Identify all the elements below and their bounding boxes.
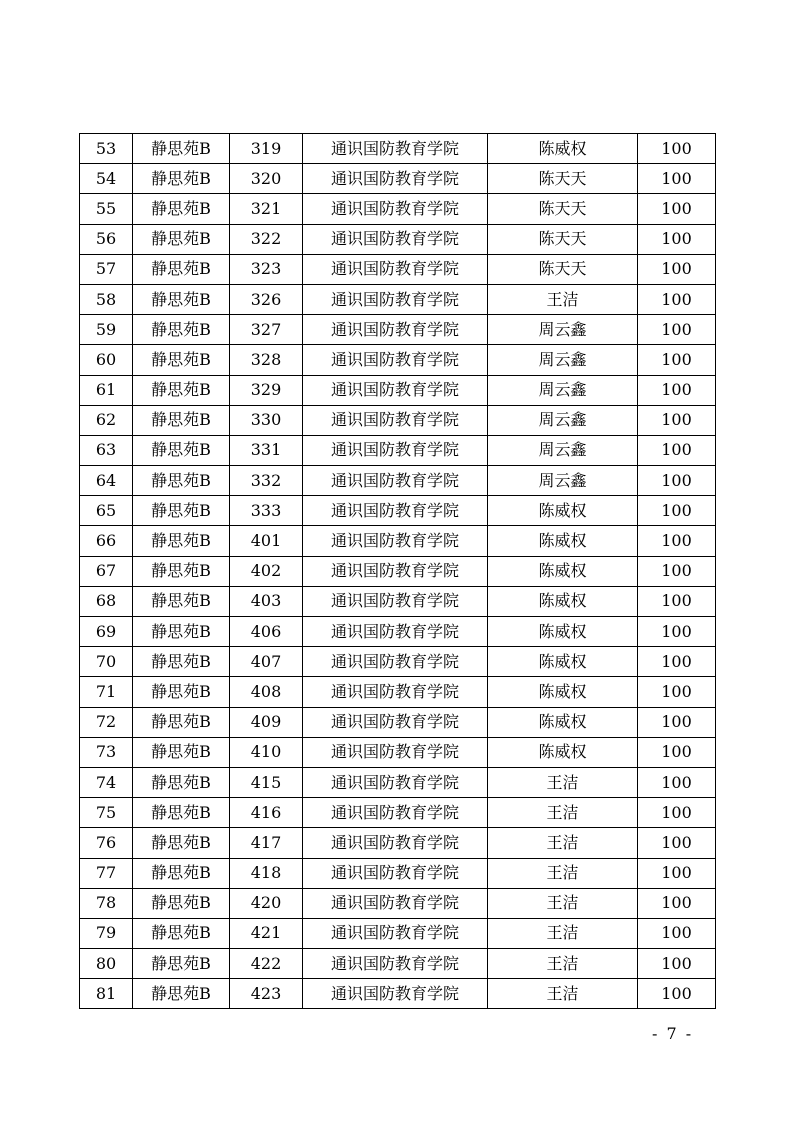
college-cell: 通识国防教育学院 [303,918,488,948]
row-index-cell: 53 [80,134,133,164]
row-index-cell: 64 [80,466,133,496]
responsible-person-cell: 陈天天 [488,254,638,284]
college-cell: 通识国防教育学院 [303,707,488,737]
row-index-cell: 70 [80,647,133,677]
score-cell: 100 [638,556,716,586]
row-index-cell: 65 [80,496,133,526]
score-cell: 100 [638,617,716,647]
row-index-cell: 66 [80,526,133,556]
score-cell: 100 [638,858,716,888]
building-cell: 静思苑B [133,556,230,586]
building-cell: 静思苑B [133,888,230,918]
score-cell: 100 [638,284,716,314]
score-cell: 100 [638,979,716,1009]
college-cell: 通识国防教育学院 [303,466,488,496]
room-number-cell: 415 [230,767,303,797]
score-cell: 100 [638,586,716,616]
table-row [80,888,716,918]
score-cell: 100 [638,949,716,979]
responsible-person-cell: 周云鑫 [488,315,638,345]
room-number-cell: 422 [230,949,303,979]
building-cell: 静思苑B [133,224,230,254]
responsible-person-cell: 王洁 [488,284,638,314]
room-number-cell: 416 [230,798,303,828]
score-cell: 100 [638,737,716,767]
table-row [80,345,716,375]
responsible-person-cell: 周云鑫 [488,345,638,375]
table-row [80,556,716,586]
row-index-cell: 67 [80,556,133,586]
table-row [80,194,716,224]
building-cell: 静思苑B [133,496,230,526]
responsible-person-cell: 陈威权 [488,134,638,164]
score-cell: 100 [638,767,716,797]
college-cell: 通识国防教育学院 [303,224,488,254]
college-cell: 通识国防教育学院 [303,556,488,586]
college-cell: 通识国防教育学院 [303,194,488,224]
room-number-cell: 408 [230,677,303,707]
row-index-cell: 72 [80,707,133,737]
room-number-cell: 320 [230,164,303,194]
room-number-cell: 409 [230,707,303,737]
responsible-person-cell: 王洁 [488,798,638,828]
college-cell: 通识国防教育学院 [303,435,488,465]
table-body [80,134,716,1009]
table-row [80,949,716,979]
building-cell: 静思苑B [133,858,230,888]
table-row [80,737,716,767]
building-cell: 静思苑B [133,737,230,767]
room-number-cell: 420 [230,888,303,918]
room-number-cell: 331 [230,435,303,465]
building-cell: 静思苑B [133,586,230,616]
table-row [80,767,716,797]
college-cell: 通识国防教育学院 [303,888,488,918]
table-row [80,828,716,858]
table-row [80,405,716,435]
table-row [80,647,716,677]
responsible-person-cell: 周云鑫 [488,405,638,435]
room-number-cell: 406 [230,617,303,647]
college-cell: 通识国防教育学院 [303,767,488,797]
room-number-cell: 327 [230,315,303,345]
row-index-cell: 61 [80,375,133,405]
responsible-person-cell: 周云鑫 [488,466,638,496]
row-index-cell: 60 [80,345,133,375]
table-row [80,435,716,465]
building-cell: 静思苑B [133,134,230,164]
college-cell: 通识国防教育学院 [303,315,488,345]
table-row [80,707,716,737]
table-row [80,617,716,647]
responsible-person-cell: 王洁 [488,979,638,1009]
score-cell: 100 [638,677,716,707]
college-cell: 通识国防教育学院 [303,345,488,375]
responsible-person-cell: 陈威权 [488,617,638,647]
building-cell: 静思苑B [133,405,230,435]
row-index-cell: 73 [80,737,133,767]
row-index-cell: 77 [80,858,133,888]
building-cell: 静思苑B [133,828,230,858]
row-index-cell: 79 [80,918,133,948]
table-row [80,466,716,496]
row-index-cell: 59 [80,315,133,345]
responsible-person-cell: 王洁 [488,918,638,948]
building-cell: 静思苑B [133,254,230,284]
row-index-cell: 63 [80,435,133,465]
room-number-cell: 322 [230,224,303,254]
building-cell: 静思苑B [133,767,230,797]
building-cell: 静思苑B [133,707,230,737]
score-cell: 100 [638,134,716,164]
score-cell: 100 [638,647,716,677]
responsible-person-cell: 陈天天 [488,164,638,194]
row-index-cell: 54 [80,164,133,194]
building-cell: 静思苑B [133,979,230,1009]
score-cell: 100 [638,888,716,918]
table-row [80,586,716,616]
responsible-person-cell: 陈威权 [488,707,638,737]
row-index-cell: 76 [80,828,133,858]
building-cell: 静思苑B [133,647,230,677]
score-cell: 100 [638,918,716,948]
table-row [80,798,716,828]
row-index-cell: 74 [80,767,133,797]
room-number-cell: 423 [230,979,303,1009]
responsible-person-cell: 王洁 [488,949,638,979]
room-number-cell: 407 [230,647,303,677]
room-number-cell: 403 [230,586,303,616]
score-cell: 100 [638,828,716,858]
row-index-cell: 68 [80,586,133,616]
row-index-cell: 81 [80,979,133,1009]
score-cell: 100 [638,315,716,345]
room-number-cell: 330 [230,405,303,435]
room-number-cell: 329 [230,375,303,405]
score-cell: 100 [638,707,716,737]
college-cell: 通识国防教育学院 [303,828,488,858]
table-row [80,858,716,888]
score-cell: 100 [638,496,716,526]
responsible-person-cell: 王洁 [488,767,638,797]
college-cell: 通识国防教育学院 [303,979,488,1009]
room-number-cell: 421 [230,918,303,948]
score-cell: 100 [638,164,716,194]
score-cell: 100 [638,798,716,828]
college-cell: 通识国防教育学院 [303,677,488,707]
responsible-person-cell: 王洁 [488,828,638,858]
responsible-person-cell: 陈威权 [488,737,638,767]
row-index-cell: 71 [80,677,133,707]
table-row [80,526,716,556]
score-cell: 100 [638,224,716,254]
score-cell: 100 [638,254,716,284]
room-number-cell: 418 [230,858,303,888]
building-cell: 静思苑B [133,526,230,556]
score-cell: 100 [638,194,716,224]
college-cell: 通识国防教育学院 [303,134,488,164]
responsible-person-cell: 周云鑫 [488,375,638,405]
college-cell: 通识国防教育学院 [303,526,488,556]
table-row [80,315,716,345]
responsible-person-cell: 陈威权 [488,647,638,677]
building-cell: 静思苑B [133,315,230,345]
building-cell: 静思苑B [133,617,230,647]
row-index-cell: 62 [80,405,133,435]
score-cell: 100 [638,526,716,556]
score-cell: 100 [638,435,716,465]
room-number-cell: 402 [230,556,303,586]
building-cell: 静思苑B [133,798,230,828]
table-row [80,918,716,948]
table-row [80,284,716,314]
room-number-cell: 417 [230,828,303,858]
room-number-cell: 319 [230,134,303,164]
table-row [80,224,716,254]
building-cell: 静思苑B [133,435,230,465]
room-number-cell: 323 [230,254,303,284]
room-number-cell: 410 [230,737,303,767]
responsible-person-cell: 陈威权 [488,526,638,556]
building-cell: 静思苑B [133,164,230,194]
building-cell: 静思苑B [133,375,230,405]
row-index-cell: 55 [80,194,133,224]
college-cell: 通识国防教育学院 [303,949,488,979]
college-cell: 通识国防教育学院 [303,164,488,194]
responsible-person-cell: 陈威权 [488,496,638,526]
responsible-person-cell: 陈威权 [488,586,638,616]
responsible-person-cell: 周云鑫 [488,435,638,465]
table-row [80,134,716,164]
row-index-cell: 75 [80,798,133,828]
room-number-cell: 401 [230,526,303,556]
table-row [80,164,716,194]
college-cell: 通识国防教育学院 [303,617,488,647]
score-cell: 100 [638,345,716,375]
row-index-cell: 69 [80,617,133,647]
college-cell: 通识国防教育学院 [303,375,488,405]
table-row [80,496,716,526]
building-cell: 静思苑B [133,466,230,496]
row-index-cell: 57 [80,254,133,284]
responsible-person-cell: 陈威权 [488,556,638,586]
room-number-cell: 332 [230,466,303,496]
table-row [80,677,716,707]
building-cell: 静思苑B [133,918,230,948]
college-cell: 通识国防教育学院 [303,647,488,677]
score-cell: 100 [638,375,716,405]
score-cell: 100 [638,466,716,496]
responsible-person-cell: 陈威权 [488,677,638,707]
college-cell: 通识国防教育学院 [303,737,488,767]
building-cell: 静思苑B [133,284,230,314]
building-cell: 静思苑B [133,345,230,375]
room-number-cell: 326 [230,284,303,314]
building-cell: 静思苑B [133,194,230,224]
college-cell: 通识国防教育学院 [303,586,488,616]
dormitory-score-table [79,133,716,1009]
row-index-cell: 58 [80,284,133,314]
score-cell: 100 [638,405,716,435]
responsible-person-cell: 王洁 [488,888,638,918]
responsible-person-cell: 王洁 [488,858,638,888]
table-row [80,375,716,405]
responsible-person-cell: 陈天天 [488,224,638,254]
college-cell: 通识国防教育学院 [303,858,488,888]
page-number: - 7 - [652,1024,694,1043]
room-number-cell: 321 [230,194,303,224]
college-cell: 通识国防教育学院 [303,254,488,284]
responsible-person-cell: 陈天天 [488,194,638,224]
college-cell: 通识国防教育学院 [303,496,488,526]
table-row [80,254,716,284]
table-row [80,979,716,1009]
college-cell: 通识国防教育学院 [303,798,488,828]
row-index-cell: 80 [80,949,133,979]
row-index-cell: 78 [80,888,133,918]
college-cell: 通识国防教育学院 [303,284,488,314]
building-cell: 静思苑B [133,677,230,707]
building-cell: 静思苑B [133,949,230,979]
room-number-cell: 333 [230,496,303,526]
room-number-cell: 328 [230,345,303,375]
row-index-cell: 56 [80,224,133,254]
college-cell: 通识国防教育学院 [303,405,488,435]
